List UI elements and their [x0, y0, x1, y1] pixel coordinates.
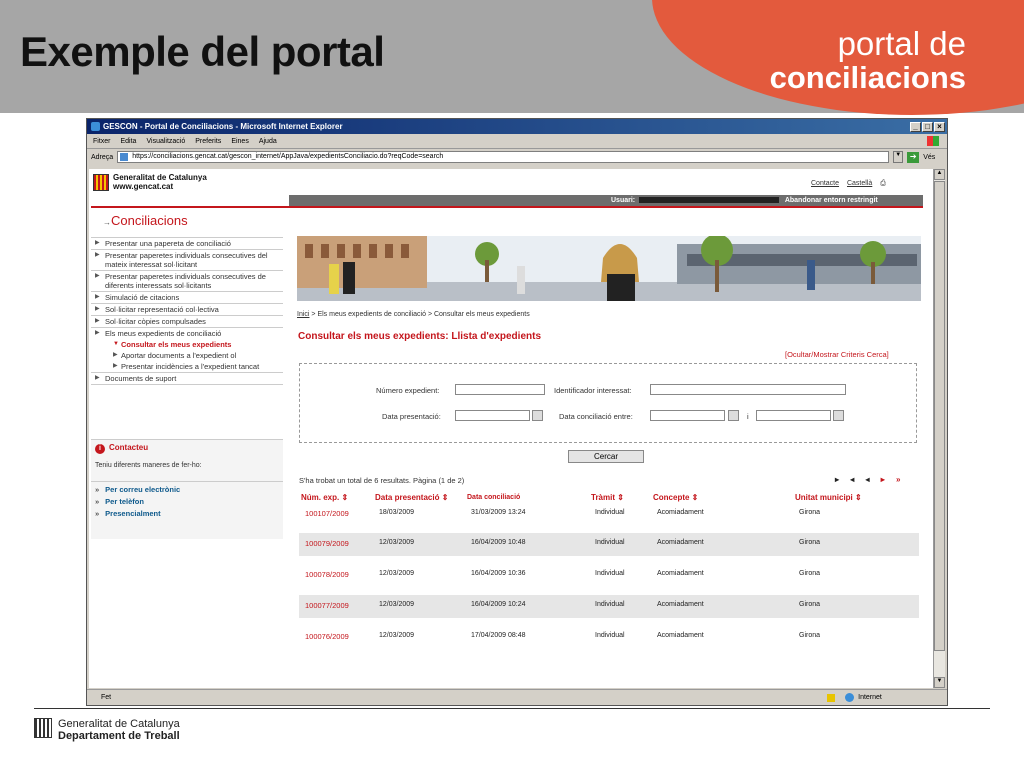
- nav-item-paperetes-mateix[interactable]: ▶ Presentar paperetes individuals consecutives del mateix interessat sol·licitant: [91, 249, 283, 270]
- generalitat-logo: [93, 174, 109, 191]
- window-titlebar: [87, 119, 947, 134]
- go-button[interactable]: Vés: [923, 153, 936, 161]
- print-icon[interactable]: ⎙: [880, 180, 886, 187]
- last-page-icon[interactable]: »: [896, 475, 901, 484]
- top-links: [811, 180, 892, 188]
- maximize-button[interactable]: □: [922, 122, 933, 132]
- col-concepte[interactable]: Concepte ⇕: [653, 493, 699, 502]
- contact-email-link[interactable]: » Per correu electrònic: [91, 482, 283, 494]
- date-concil-to-input[interactable]: [756, 410, 831, 421]
- exp-link[interactable]: 100076/2009: [305, 632, 349, 641]
- menu-file[interactable]: Fitxer: [93, 137, 111, 145]
- nav-sub-aportar[interactable]: ▶ Aportar documents a l'expedient ol: [91, 350, 283, 361]
- menu-tools[interactable]: Eines: [231, 137, 249, 145]
- breadcrumb-inici[interactable]: Inici: [297, 311, 310, 318]
- col-tramit[interactable]: Tràmit ⇕: [591, 493, 624, 502]
- cell-date: 12/03/2009: [379, 570, 415, 577]
- exp-link[interactable]: 100107/2009: [305, 509, 349, 518]
- slide-title: Exemple del portal: [20, 28, 385, 75]
- contact-box: [91, 439, 283, 539]
- nav-sub-consultar[interactable]: ▼ Consultar els meus expedients: [91, 339, 283, 350]
- menu-bar: [87, 134, 947, 149]
- minimize-button[interactable]: _: [910, 122, 921, 132]
- page-viewport: [89, 169, 933, 688]
- footer-org: Generalitat de Catalunya: [58, 718, 180, 730]
- ie-icon: [91, 122, 100, 131]
- nav-item-documents[interactable]: ▶ Documents de suport: [91, 372, 283, 385]
- cell-unitat: Girona: [799, 570, 821, 577]
- address-text: https://conciliacions.gencat.cat/gescon_internet/AppJava/expedientsConciliacio.do?reqCode=search: [132, 153, 444, 160]
- menu-view[interactable]: Visualització: [146, 137, 186, 145]
- address-label: Adreça: [91, 153, 114, 161]
- castellano-link[interactable]: Castellà: [846, 180, 873, 187]
- vertical-scrollbar[interactable]: [933, 169, 945, 688]
- cell-tramit: Individual: [595, 539, 625, 546]
- search-criteria-box: [299, 363, 917, 443]
- cell-unitat: Girona: [799, 509, 821, 516]
- date-presentacio-input[interactable]: [455, 410, 530, 421]
- calendar-icon[interactable]: [728, 410, 739, 421]
- nav-item-paperetes-diferents[interactable]: ▶ Presentar paperetes individuals consecutives de diferents interessats sol·licitants: [91, 270, 283, 291]
- menu-favorites[interactable]: Preferits: [195, 137, 222, 145]
- cell-concepte: Acomiadament: [657, 570, 704, 577]
- cell-unitat: Girona: [799, 539, 821, 546]
- banner-image: [297, 236, 921, 301]
- breadcrumb-expedients[interactable]: Els meus expedients de conciliació: [317, 311, 426, 318]
- scroll-up-arrow[interactable]: ▲: [934, 169, 945, 180]
- cell-tramit: Individual: [595, 601, 625, 608]
- cell-date: 12/03/2009: [379, 539, 415, 546]
- contact-intro: Teniu diferents maneres de fer-ho:: [91, 454, 283, 482]
- cell-concil: 16/04/2009 10:24: [471, 601, 526, 608]
- contact-inperson-link[interactable]: » Presencialment: [91, 506, 283, 518]
- contact-phone-link[interactable]: » Per telèfon: [91, 494, 283, 506]
- and-label: i: [747, 412, 749, 421]
- exp-link[interactable]: 100079/2009: [305, 539, 349, 548]
- window-title: GESCON - Portal de Conciliacions - Microsoft Internet Explorer: [103, 122, 343, 131]
- cell-tramit: Individual: [595, 570, 625, 577]
- col-unitat[interactable]: Unitat municipi ⇕: [795, 493, 862, 502]
- user-label: Usuari:: [611, 197, 636, 204]
- menu-edit[interactable]: Edita: [120, 137, 137, 145]
- org-name-line1: Generalitat de Catalunya: [113, 173, 207, 182]
- contact-heading: i Contacteu: [91, 440, 283, 454]
- cell-tramit: Individual: [595, 509, 625, 516]
- next-page-icon[interactable]: ▸: [880, 475, 885, 484]
- nav-sub-incidencies[interactable]: ▶ Presentar incidències a l'expedient tancat: [91, 361, 283, 372]
- page-icon: [120, 153, 128, 161]
- date-presentacio-label: Data presentació:: [382, 412, 441, 421]
- date-concil-from-input[interactable]: [650, 410, 725, 421]
- cell-concepte: Acomiadament: [657, 509, 704, 516]
- section-title: →Conciliacions: [103, 213, 188, 228]
- cell-concil: 16/04/2009 10:48: [471, 539, 526, 546]
- date-concil-label: Data conciliació entre:: [559, 412, 633, 421]
- org-name: [113, 173, 207, 191]
- first-page-icon[interactable]: ▸: [835, 475, 840, 484]
- calendar-icon[interactable]: [532, 410, 543, 421]
- back-page-icon[interactable]: ◂: [865, 475, 870, 484]
- address-input[interactable]: [117, 151, 889, 163]
- brand-line-2: conciliacions: [769, 60, 966, 95]
- cell-concepte: Acomiadament: [657, 632, 704, 639]
- lock-icon: [827, 694, 835, 702]
- cell-unitat: Girona: [799, 601, 821, 608]
- col-data-conciliacio: Data conciliació: [467, 494, 521, 501]
- prev-page-icon[interactable]: ◂: [850, 475, 855, 484]
- table-row: [299, 533, 919, 556]
- cell-concil: 17/04/2009 08:48: [471, 632, 526, 639]
- nav-item-simulacio[interactable]: ▶ Simulació de citacions: [91, 291, 283, 303]
- cell-date: 12/03/2009: [379, 601, 415, 608]
- id-interessat-input[interactable]: [650, 384, 846, 395]
- scroll-thumb[interactable]: [934, 181, 945, 651]
- breadcrumb-consultar: Consultar els meus expedients: [433, 311, 530, 318]
- results-summary: S'ha trobat un total de 6 resultats. Pàgina (1 de 2): [299, 476, 465, 485]
- nav-item-expedients[interactable]: ▶ Els meus expedients de conciliació: [91, 327, 283, 339]
- cell-unitat: Girona: [799, 632, 821, 639]
- cell-date: 18/03/2009: [379, 509, 415, 516]
- id-interessat-label: Identificador interessat:: [554, 386, 632, 395]
- close-button[interactable]: ×: [934, 122, 945, 132]
- cell-concepte: Acomiadament: [657, 539, 704, 546]
- page-heading: Consultar els meus expedients: Llista d'expedients: [298, 331, 542, 342]
- table-row: [299, 503, 919, 526]
- footer-dept: Departament de Treball: [58, 730, 180, 742]
- banner-illustration: [297, 236, 921, 301]
- zone-text: Internet: [858, 694, 882, 701]
- browser-window: [86, 118, 948, 706]
- breadcrumb: Inici > Els meus expedients de conciliació > Consultar els meus expedients: [297, 311, 530, 318]
- cell-date: 12/03/2009: [379, 632, 415, 639]
- pager: [835, 475, 909, 484]
- info-icon: i: [95, 444, 105, 454]
- cell-concil: 16/04/2009 10:36: [471, 570, 526, 577]
- nav-item-representacio[interactable]: ▶ Sol·licitar representació col·lectiva: [91, 303, 283, 315]
- address-bar: [87, 149, 947, 165]
- table-row: [299, 626, 919, 649]
- nav-item-presentar-papereta[interactable]: ▶ Presentar una papereta de conciliació: [91, 237, 283, 249]
- cell-concepte: Acomiadament: [657, 601, 704, 608]
- generalitat-footer-logo: [34, 718, 52, 738]
- col-num-exp[interactable]: Núm. exp. ⇕: [301, 493, 349, 502]
- logout-link[interactable]: Abandonar entorn restringit: [784, 197, 878, 204]
- user-name-redacted: [639, 197, 779, 203]
- contact-link[interactable]: Contacte: [811, 180, 840, 187]
- search-button[interactable]: Cercar: [568, 450, 644, 463]
- exp-link[interactable]: 100077/2009: [305, 601, 349, 610]
- windows-logo-icon: [927, 136, 939, 146]
- nav-item-copies[interactable]: ▶ Sol·licitar còpies compulsades: [91, 315, 283, 327]
- table-row: [299, 564, 919, 587]
- footer-divider: [34, 708, 990, 709]
- menu-help[interactable]: Ajuda: [258, 137, 277, 145]
- go-arrow-icon[interactable]: ➔: [907, 152, 919, 163]
- cell-concil: 31/03/2009 13:24: [471, 509, 526, 516]
- table-row: [299, 595, 919, 618]
- status-text: Fet: [101, 694, 112, 701]
- cell-tramit: Individual: [595, 632, 625, 639]
- brand-line-1: portal de: [837, 25, 966, 62]
- col-data-presentacio[interactable]: Data presentació ⇕: [375, 493, 449, 502]
- left-nav: [91, 237, 283, 385]
- dropdown-arrow-icon[interactable]: ▼: [893, 151, 903, 163]
- num-exp-label: Número expedient:: [376, 386, 440, 395]
- calendar-icon[interactable]: [833, 410, 844, 421]
- org-url: www.gencat.cat: [113, 182, 174, 191]
- exp-link[interactable]: 100078/2009: [305, 570, 349, 579]
- header-divider: [91, 206, 923, 208]
- user-bar: [289, 195, 923, 206]
- toggle-criteria-link[interactable]: [Ocultar/Mostrar Criteris Cerca]: [785, 350, 889, 359]
- status-bar: [87, 689, 947, 705]
- scroll-down-arrow[interactable]: ▼: [934, 677, 945, 688]
- num-exp-input[interactable]: [455, 384, 545, 395]
- globe-icon: [845, 693, 854, 702]
